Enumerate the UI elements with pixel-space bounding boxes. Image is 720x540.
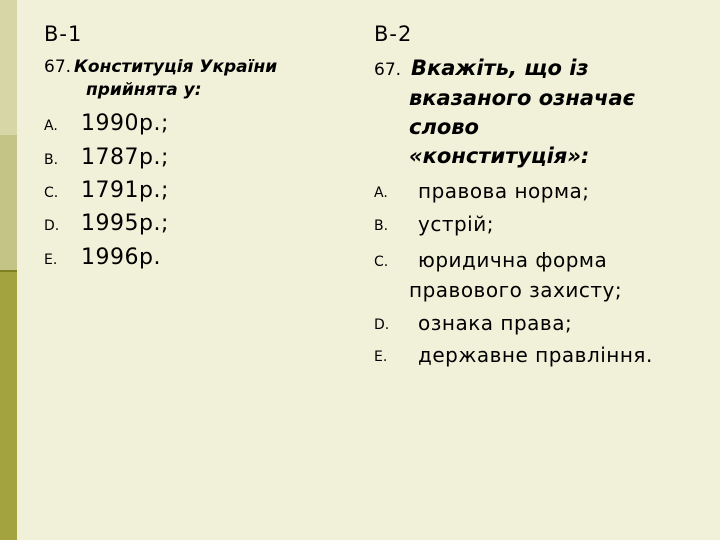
option-letter-left-e: E. [44, 252, 58, 268]
option-text-left-a: 1990р.; [81, 111, 169, 136]
option-text-left-e: 1996р. [81, 245, 161, 270]
option-text-right-e: державне правління. [418, 343, 653, 367]
option-text-left-d: 1995р.; [81, 211, 169, 236]
question-number-left: 67. [44, 57, 72, 77]
question-text-right-line2: вказаного означає [409, 86, 636, 110]
option-text-right-c-line2: правового захисту; [409, 278, 623, 302]
decor-stripe-top [0, 0, 17, 135]
option-letter-left-b: B. [44, 152, 59, 168]
option-text-right-b: устрій; [418, 212, 494, 236]
option-text-left-b: 1787р.; [81, 145, 169, 170]
option-letter-right-a: A. [374, 185, 388, 201]
question-text-right-line3: слово [409, 115, 479, 139]
option-letter-right-e: E. [374, 349, 388, 365]
question-text-left-line1: Конституція України [74, 57, 278, 77]
question-text-left-line2: прийнята у: [86, 80, 202, 100]
option-letter-left-a: A. [44, 118, 58, 134]
option-letter-right-d: D. [374, 317, 390, 333]
decor-stripe-middle [0, 135, 17, 270]
option-text-right-d: ознака права; [418, 311, 573, 335]
question-number-right: 67. [374, 60, 402, 80]
question-text-right-line4: «конституція»: [409, 144, 590, 168]
option-text-right-a: правова норма; [418, 179, 590, 203]
option-text-right-c: юридична форма [418, 248, 608, 272]
option-letter-left-d: D. [44, 218, 60, 234]
option-letter-right-b: B. [374, 218, 389, 234]
variant-2-header: В-2 [374, 22, 413, 46]
option-letter-right-c: C. [374, 254, 389, 270]
decor-stripe-bottom [0, 270, 17, 540]
option-letter-left-c: C. [44, 185, 59, 201]
variant-1-header: В-1 [44, 22, 83, 46]
option-text-left-c: 1791р.; [81, 178, 169, 203]
decor-stripe-divider [0, 270, 17, 272]
question-text-right-line1: Вкажіть, що із [411, 56, 589, 80]
